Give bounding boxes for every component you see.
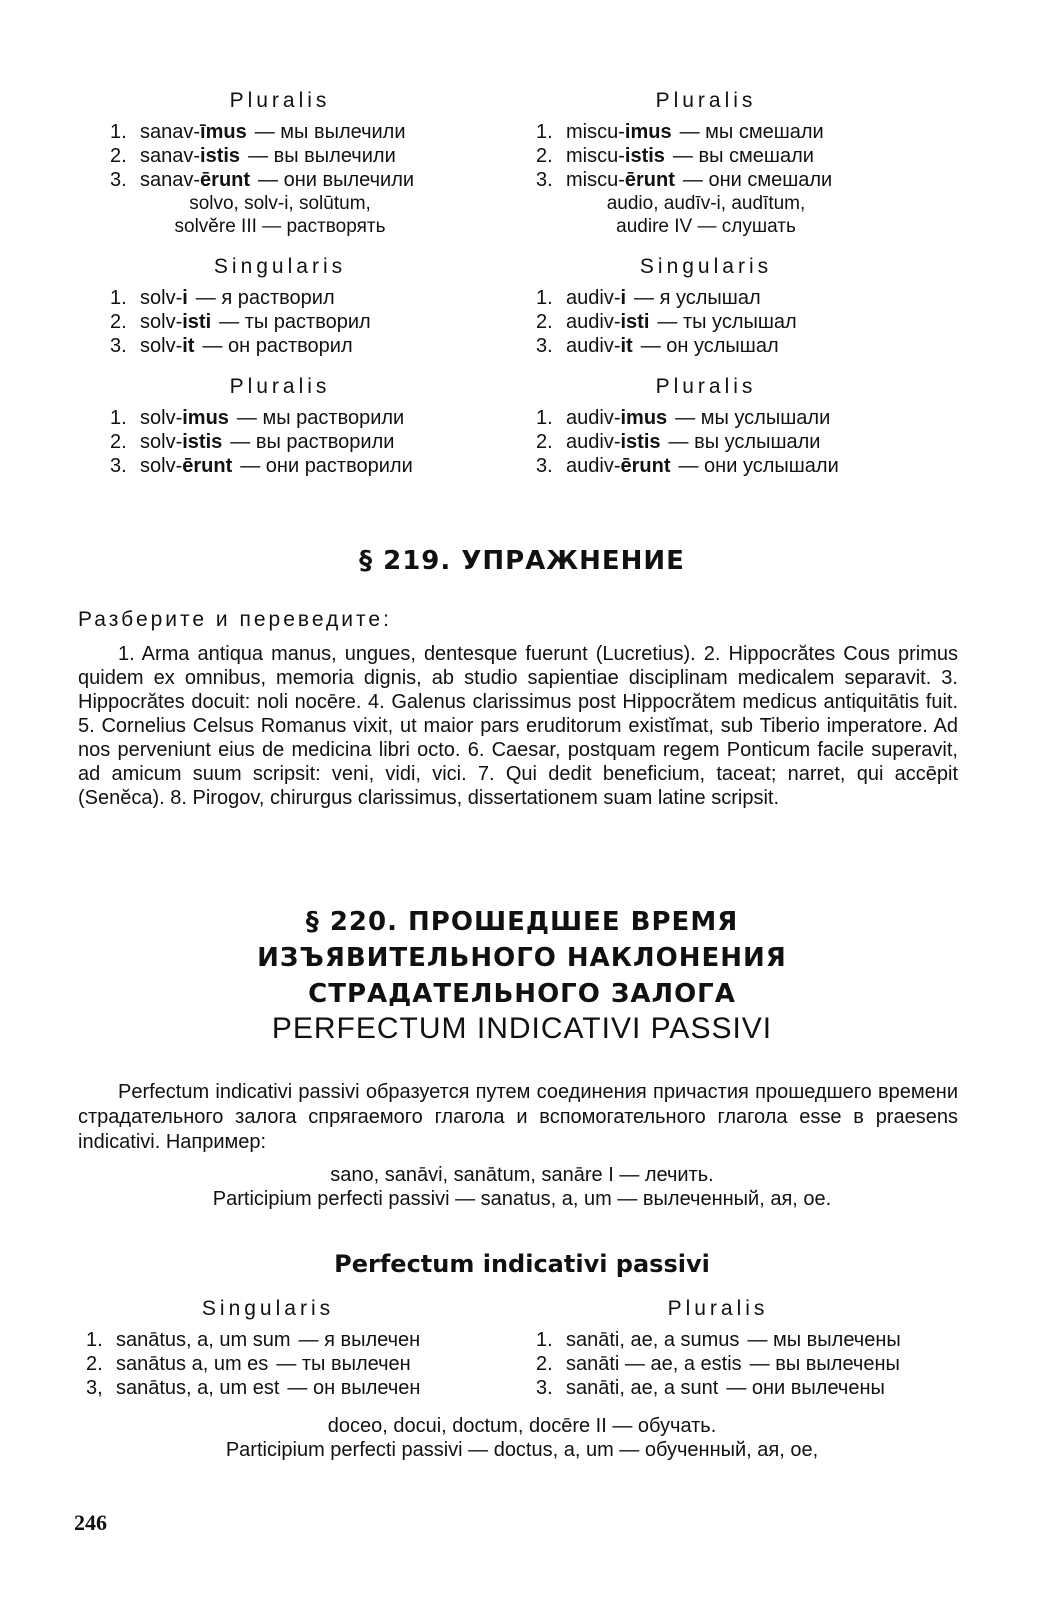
- conjugation-row: [536, 144, 966, 168]
- row-number: 3.: [110, 455, 127, 477]
- row-number: 3.: [110, 169, 127, 191]
- verb-principal-parts: solvĕre III — растворять: [174, 216, 386, 237]
- row-number: 1.: [536, 287, 553, 309]
- miscere-plural-list: [536, 120, 966, 192]
- verb-form: audiv-isti: [566, 311, 650, 333]
- example-participle: Participium perfecti passivi — doctus, a, um — обученный, ая, ое,: [225, 1439, 819, 1461]
- row-number: 2.: [110, 145, 127, 167]
- sanare-plural-list: [110, 120, 540, 192]
- conjugation-row: [536, 286, 966, 310]
- row-number: 3.: [536, 335, 553, 357]
- section-220-title-line: § 220. ПРОШЕДШЕЕ ВРЕМЯ: [305, 907, 739, 937]
- row-number: 2.: [536, 311, 553, 333]
- row-number: 3.: [536, 1377, 553, 1399]
- pluralis-heading: Pluralis: [655, 89, 757, 112]
- verb-form: miscu-istis: [566, 145, 665, 167]
- verb-form: sanātus a, um es: [116, 1353, 269, 1375]
- example-principal-parts: doceo, docui, doctum, docēre II — обучать.: [327, 1415, 717, 1437]
- row-number: 3.: [536, 455, 553, 477]
- section-219-title: § 219. УПРАЖНЕНИЕ: [359, 546, 685, 576]
- verb-form: solv-istis: [140, 431, 223, 453]
- row-number: 2.: [110, 431, 127, 453]
- verb-form: sanav-istis: [140, 145, 241, 167]
- verb-form: solv-isti: [140, 311, 212, 333]
- translation: — мы растворили: [236, 407, 405, 429]
- row-number: 1.: [536, 407, 553, 429]
- passive-plural-list: [536, 1328, 976, 1400]
- translation: — вы растворили: [230, 431, 395, 453]
- verb-form: sanāti, ae, a sumus: [566, 1329, 740, 1351]
- conjugation-row: [536, 1376, 976, 1400]
- passive-singular-column: [86, 1296, 526, 1400]
- translation: — он вылечен: [287, 1377, 421, 1399]
- passive-plural-column: [536, 1296, 976, 1400]
- conjugation-row: [110, 144, 540, 168]
- conjugation-row: [536, 334, 966, 358]
- row-number: 2.: [536, 1353, 553, 1375]
- translation: — ты услышал: [657, 311, 797, 333]
- row-number: 1.: [110, 287, 127, 309]
- conjugation-row: [110, 406, 540, 430]
- verb-form: sanātus, a, um sum: [116, 1329, 291, 1351]
- row-number: 2.: [536, 145, 553, 167]
- translation: — они вылечены: [726, 1377, 885, 1399]
- conjugation-row: [536, 168, 966, 192]
- verb-form: sanāti — ae, a estis: [566, 1353, 742, 1375]
- translation: — я услышал: [634, 287, 761, 309]
- verb-form: solv-i: [140, 287, 188, 309]
- translation: — я растворил: [195, 287, 335, 309]
- translation: — ты вылечен: [276, 1353, 411, 1375]
- conjugation-row: [536, 430, 966, 454]
- solvere-singular-list: [110, 286, 540, 358]
- row-number: 2.: [110, 311, 127, 333]
- conjugation-row: [536, 454, 966, 478]
- pluralis-heading: Pluralis: [667, 1297, 769, 1320]
- conjugation-row: [110, 168, 540, 192]
- verb-form: miscu-imus: [566, 121, 672, 143]
- conjugation-row: [536, 1352, 976, 1376]
- row-number: 3,: [86, 1377, 103, 1399]
- conjugation-row: [110, 334, 540, 358]
- section-220-intro: Perfectum indicativi passivi образуется путем соединения причастия прошедшего времени страдательного залога спрягаемого глагола и вспомогательного глагола esse в praesens indicativi. Например:: [78, 1081, 958, 1153]
- example-participle: Participium perfecti passivi — sanatus, a, um — вылеченный, ая, ое.: [212, 1188, 832, 1210]
- page-number: 246: [74, 1510, 107, 1535]
- translation: — мы вылечили: [254, 121, 406, 143]
- conjugation-row: [536, 310, 966, 334]
- conjugation-row: [86, 1328, 526, 1352]
- pluralis-heading: Pluralis: [229, 375, 331, 398]
- conjugation-row: [536, 120, 966, 144]
- translation: — они услышали: [678, 455, 839, 477]
- verb-form: sanātus, a, um est: [116, 1377, 280, 1399]
- row-number: 1.: [110, 407, 127, 429]
- section-220-title-line: ИЗЪЯВИТЕЛЬНОГО НАКЛОНЕНИЯ: [257, 943, 787, 973]
- conjugation-row: [536, 406, 966, 430]
- audire-plural-list: [536, 406, 966, 478]
- passive-singular-list: [86, 1328, 526, 1400]
- conjugation-row: [110, 120, 540, 144]
- translation: — вы вылечили: [248, 145, 396, 167]
- conjugation-row: [110, 430, 540, 454]
- verb-principal-parts: audire IV — слушать: [616, 216, 796, 237]
- verb-form: solv-it: [140, 335, 195, 357]
- section-220-subtitle: PERFECTUM INDICATIVI PASSIVI: [271, 1012, 773, 1045]
- translation: — я вылечен: [298, 1329, 421, 1351]
- pluralis-heading: Pluralis: [655, 375, 757, 398]
- conjugation-row: [110, 286, 540, 310]
- conjugation-row: [110, 454, 540, 478]
- singularis-heading: Singularis: [201, 1297, 335, 1320]
- singularis-heading: Singularis: [213, 255, 347, 278]
- verb-principal-parts: audio, audīv-i, audītum,: [606, 193, 806, 214]
- translation: — мы услышали: [675, 407, 831, 429]
- verb-form: sanav-īmus: [140, 121, 247, 143]
- conjugation-row: [110, 310, 540, 334]
- row-number: 3.: [536, 169, 553, 191]
- verb-form: solv-imus: [140, 407, 229, 429]
- row-number: 2.: [536, 431, 553, 453]
- pluralis-heading: Pluralis: [229, 89, 331, 112]
- verb-form: audiv-ērunt: [566, 455, 671, 477]
- translation: — он растворил: [202, 335, 353, 357]
- left-conjugation-column: [110, 88, 540, 478]
- verb-form: sanav-ērunt: [140, 169, 251, 191]
- row-number: 1.: [536, 1329, 553, 1351]
- solvere-plural-list: [110, 406, 540, 478]
- verb-form: audiv-imus: [566, 407, 668, 429]
- conjugation-row: [86, 1376, 526, 1400]
- right-conjugation-column: [536, 88, 966, 478]
- translation: — вы вылечены: [749, 1353, 900, 1375]
- row-number: 1.: [110, 121, 127, 143]
- exercise-instruction: Разберите и переведите:: [78, 608, 392, 631]
- translation: — мы вылечены: [747, 1329, 901, 1351]
- verb-principal-parts: solvo, solv-i, solūtum,: [189, 193, 371, 214]
- translation: — они растворили: [240, 455, 413, 477]
- row-number: 1.: [86, 1329, 103, 1351]
- translation: — он услышал: [640, 335, 779, 357]
- translation: — они смешали: [682, 169, 833, 191]
- exercise-text: 1. Arma antiqua manus, ungues, dentesque fuerunt (Lucretius). 2. Hippocrătes Cous primus quidem ex omnibus, memoria dignis, ab studio sapientiae disciplinam medicalem separavit. 3. Hippocrătes docuit: noli nocēre. 4. Galenus clarissimus post Hippocrătem medicus antiquitātis fuit. 5. Cornelius Celsus Romanus vixit, ut maior pars eruditorum existĭmat, sub Tiberio imperatore. Ad nos perveniunt eius de medicina libri octo. 6. Caesar, postquam regem Ponticum facile superavit, ad amicum suum scripsit: veni, vidi, vici. 7. Qui dedit beneficium, taceat; narret, qui accēpit (Senĕca). 8. Pirogov, chirurgus clarissimus, dissertationem suam latine scripsit.: [78, 643, 958, 809]
- section-220-title: [0, 904, 1044, 1012]
- row-number: 1.: [536, 121, 553, 143]
- translation: — они вылечили: [258, 169, 415, 191]
- translation: — вы услышали: [668, 431, 821, 453]
- verb-form: miscu-ērunt: [566, 169, 675, 191]
- section-220-title-line: СТРАДАТЕЛЬНОГО ЗАЛОГА: [308, 979, 736, 1009]
- translation: — ты растворил: [219, 311, 371, 333]
- paradigm-title: Perfectum indicativi passivi: [334, 1250, 710, 1278]
- verb-form: audiv-i: [566, 287, 627, 309]
- verb-form: audiv-istis: [566, 431, 661, 453]
- conjugation-row: [86, 1352, 526, 1376]
- row-number: 2.: [86, 1353, 103, 1375]
- verb-form: sanāti, ae, a sunt: [566, 1377, 719, 1399]
- example-principal-parts: sano, sanāvi, sanātum, sanāre I — лечить.: [330, 1164, 714, 1186]
- translation: — мы смешали: [679, 121, 824, 143]
- verb-form: audiv-it: [566, 335, 633, 357]
- audire-singular-list: [536, 286, 966, 358]
- translation: — вы смешали: [672, 145, 814, 167]
- row-number: 3.: [110, 335, 127, 357]
- verb-form: solv-ērunt: [140, 455, 233, 477]
- conjugation-row: [536, 1328, 976, 1352]
- singularis-heading: Singularis: [639, 255, 773, 278]
